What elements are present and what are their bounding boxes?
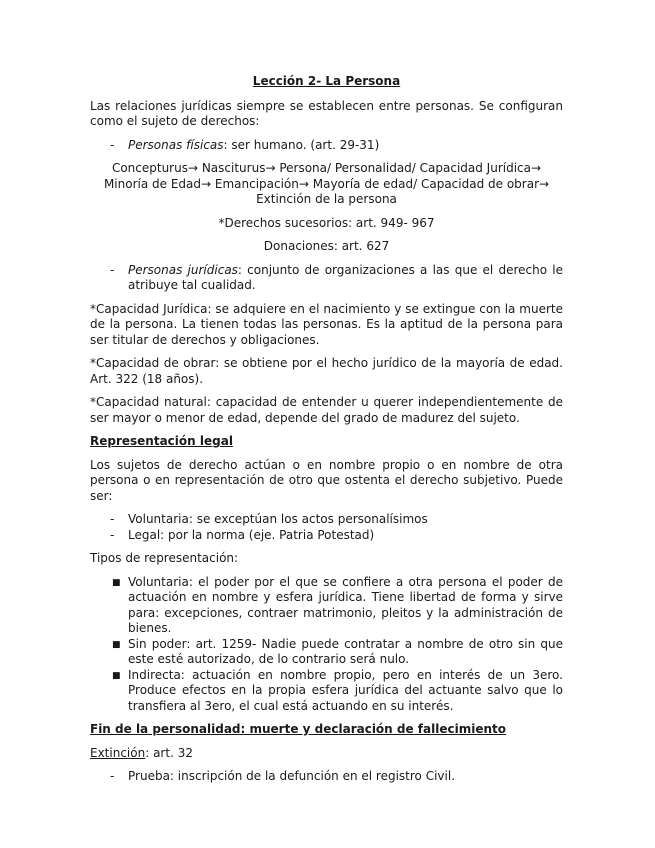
list-item-personas-juridicas [90, 263, 563, 294]
square-bullet-icon: ■ [112, 577, 121, 588]
list-item-text: Sin poder: art. 1259- Nadie puede contratar a nombre de otro sin que este esté autorizado, de lo contrario será nulo. [128, 636, 563, 666]
square-bullet-icon: ■ [112, 639, 121, 650]
dash-marker: - [110, 769, 115, 783]
capacidad-obrar: *Capacidad de obrar: se obtiene por el hecho jurídico de la mayoría de edad. Art. 322 (18 años). [90, 356, 563, 386]
tipos-list [90, 575, 563, 715]
dash-marker: - [110, 262, 115, 277]
term-personas-fisicas: Personas físicas [128, 137, 224, 152]
extincion-label: Extinción [90, 745, 146, 760]
dash-marker: - [110, 527, 115, 542]
extincion-line [90, 746, 563, 762]
list-item [90, 637, 563, 668]
prueba-text: Prueba: inscripción de la defunción en el registro Civil. [128, 769, 456, 783]
derechos-sucesorios: *Derechos sucesorios: art. 949- 967 [218, 215, 435, 230]
dash-marker: - [110, 137, 115, 152]
list-item [90, 668, 563, 715]
list-item [90, 575, 563, 637]
intro-paragraph: Las relaciones jurídicas siempre se establecen entre personas. Se configuran como el sujeto de derechos: [90, 98, 563, 128]
capacidad-juridica: *Capacidad Jurídica: se adquiere en el nacimiento y se extingue con la muerte de la persona. La tienen todas las personas. Es la aptitud de la persona para ser titular de derechos y obligaciones. [90, 301, 563, 347]
list-item-text: Indirecta: actuación en nombre propio, pero en interés de un 3ero. Produce efectos en la propia esfera jurídica del actuante salvo que lo transfiera al 3ero, el cual está actuando en su interés. [128, 667, 563, 713]
extincion-text: : art. 32 [145, 745, 193, 760]
personas-juridicas-text: : conjunto de organizaciones a las que el derecho le atribuye tal cualidad. [128, 262, 563, 292]
document-page [90, 74, 563, 785]
list-item-text: Legal: por la norma (eje. Patria Potestad) [128, 527, 375, 542]
term-personas-juridicas: Personas jurídicas [128, 262, 238, 277]
list-item [90, 512, 563, 528]
page-title: Lección 2- La Persona [252, 74, 401, 88]
dash-marker: - [110, 512, 115, 526]
representacion-list [90, 512, 563, 543]
list-item-prueba [90, 769, 563, 785]
list-item-text: Voluntaria: el poder por el que se confiere a otra persona el poder de actuación en nombre y esfera jurídica. Tiene libertad de forma y sirve para: excepciones, contraer matrimonio, pleitos y la administración de bienes. [128, 574, 563, 635]
heading-representacion-legal: Representación legal [90, 434, 233, 448]
representacion-intro: Los sujetos de derecho actúan o en nombre propio o en nombre de otra persona o en representación de otro que ostenta el derecho subjetivo. Puede ser: [90, 457, 563, 503]
heading-fin-personalidad: Fin de la personalidad: muerte y declaración de fallecimiento [90, 722, 506, 736]
donaciones: Donaciones: art. 627 [263, 239, 390, 253]
tipos-representacion: Tipos de representación: [90, 551, 239, 565]
list-item-text: Voluntaria: se exceptúan los actos personalísimos [128, 512, 428, 526]
capacidad-natural: *Capacidad natural: capacidad de entender u querer independientemente de ser mayor o menor de edad, depende del grado de madurez del sujeto. [90, 395, 563, 425]
list-item [90, 528, 563, 544]
personas-fisicas-text: : ser humano. (art. 29-31) [223, 137, 380, 152]
legal-chain: Concepturus→ Nasciturus→ Persona/ Personalidad/ Capacidad Jurídica→ Minoría de Edad→ Emancipación→ Mayoría de edad/ Capacidad de obrar→ Extinción de la persona [103, 161, 550, 206]
square-bullet-icon: ■ [112, 670, 121, 681]
list-item-personas-fisicas [90, 138, 563, 154]
